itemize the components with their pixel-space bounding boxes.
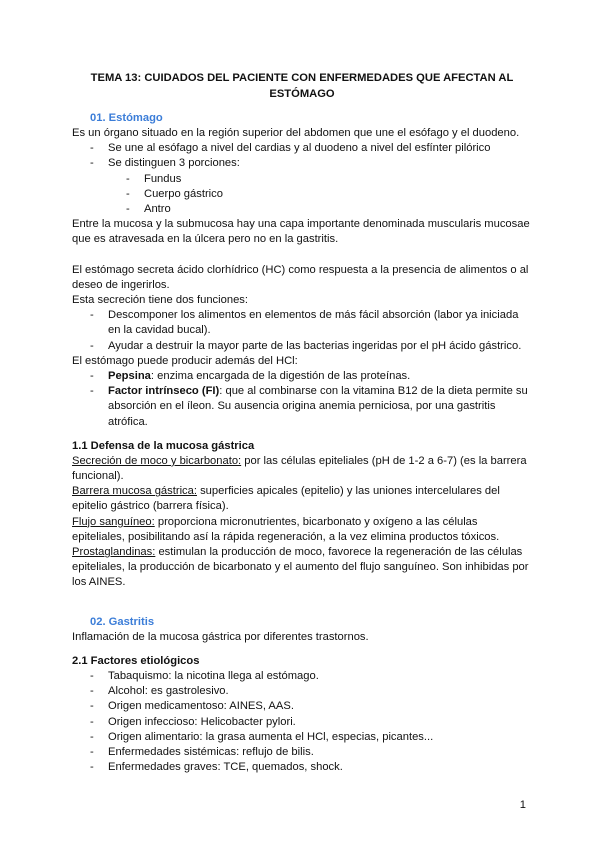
list-item: - Origen infeccioso: Helicobacter pylori. <box>72 715 532 730</box>
definition: proporciona micronutrientes, bicarbonato y oxígeno a las células epiteliales, posibilitando así la rápida regeneración, a la vez elimina productos tóxicos. <box>72 515 500 543</box>
list-item: - Fundus <box>72 172 532 187</box>
bullet-list <box>72 369 532 430</box>
term: Prostaglandinas: <box>72 546 156 559</box>
spacer <box>72 430 532 438</box>
paragraph <box>72 515 532 545</box>
subsection-heading-factores: 2.1 Factores etiológicos <box>72 654 200 667</box>
paragraph: El estómago puede producir además del HCl: <box>72 354 298 367</box>
paragraph: El estómago secreta ácido clorhídrico (HC) como respuesta a la presencia de alimentos o al deseo de ingerirlos. <box>72 263 529 291</box>
list-item: - Origen alimentario: la grasa aumenta el HCl, especias, picantes... <box>72 730 532 745</box>
page-title: TEMA 13: CUIDADOS DEL PACIENTE CON ENFERMEDADES QUE AFECTAN AL ESTÓMAGO <box>90 72 514 100</box>
page-content <box>72 70 532 775</box>
paragraph <box>72 545 532 591</box>
page-number: 1 <box>519 799 526 811</box>
term: Pepsina <box>108 370 151 383</box>
list-item: - Se une al esófago a nivel del cardias y al duodeno a nivel del esfínter pilórico <box>72 141 532 156</box>
sub-bullet-list <box>72 172 532 218</box>
term: Barrera mucosa gástrica: <box>72 485 197 498</box>
list-item: - Ayudar a destruir la mayor parte de las bacterias ingeridas por el pH ácido gástrico. <box>72 339 532 354</box>
paragraph: Es un órgano situado en la región superior del abdomen que une el esófago y el duodeno. <box>72 127 520 139</box>
spacer <box>72 645 532 653</box>
bullet-list <box>72 141 532 171</box>
list-item: - Se distinguen 3 porciones: <box>72 156 532 171</box>
term: Factor intrínseco (FI) <box>108 385 220 398</box>
definition: superficies apicales (epitelio) y las uniones intercelulares del epitelio gástrico (barrera física). <box>72 485 500 513</box>
definition: estimulan la producción de moco, favorece la regeneración de las células epiteliales, la producción de bicarbonato y el aumento del flujo sanguíneo. Son inhibidas por los AINES. <box>72 546 529 589</box>
list-item: - Enfermedades graves: TCE, quemados, shock. <box>72 760 532 775</box>
list-item: - Alcohol: es gastrolesivo. <box>72 684 532 699</box>
paragraph <box>72 484 532 514</box>
paragraph <box>72 454 532 484</box>
term: Secreción de moco y bicarbonato: <box>72 454 242 467</box>
list-item: - Enfermedades sistémicas: reflujo de bilis. <box>72 745 532 760</box>
list-item <box>72 369 532 384</box>
list-item <box>72 384 532 430</box>
spacer <box>72 248 532 263</box>
list-item: - Antro <box>72 202 532 217</box>
paragraph: Entre la mucosa y la submucosa hay una capa importante denominada muscularis mucosae que es atravesada en la úlcera pero no en la gastritis. <box>72 218 530 246</box>
term: Flujo sanguíneo: <box>72 515 155 528</box>
list-item: - Tabaquismo: la nicotina llega al estómago. <box>72 669 532 684</box>
spacer <box>72 591 532 606</box>
paragraph: Inflamación de la mucosa gástrica por diferentes trastornos. <box>72 630 369 643</box>
list-item: - Descomponer los alimentos en elementos de más fácil absorción (labor ya iniciada en la cavidad bucal). <box>72 308 532 338</box>
section-heading-estomago: 01. Estómago <box>90 112 163 124</box>
definition: : que al combinarse con la vitamina B12 de la dieta permite su absorción en el íleon. Su ausencia origina anemia perniciosa, por una gastritis atrófica. <box>108 385 528 428</box>
spacer <box>72 606 532 614</box>
list-item: - Origen medicamentoso: AINES, AAS. <box>72 699 532 714</box>
list-item: - Cuerpo gástrico <box>72 187 532 202</box>
bullet-list <box>72 308 532 354</box>
definition: por las células epiteliales (pH de 1-2 a 6-7) (es la barrera funcional). <box>72 454 527 483</box>
subsection-heading-defensa: 1.1 Defensa de la mucosa gástrica <box>72 439 255 452</box>
definition: : enzima encargada de la digestión de las proteínas. <box>150 370 411 383</box>
section-heading-gastritis: 02. Gastritis <box>90 615 155 628</box>
bullet-list <box>72 669 532 775</box>
paragraph: Esta secreción tiene dos funciones: <box>72 294 248 307</box>
